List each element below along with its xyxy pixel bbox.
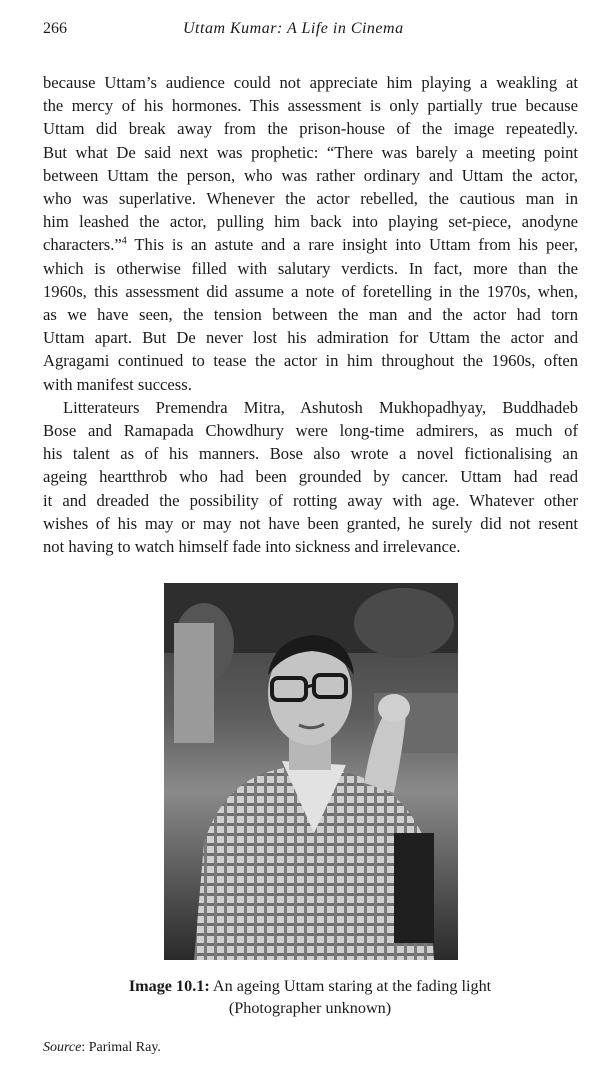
text-line: not having to watch himself fade into sickness and irrelevance. (43, 537, 461, 557)
caption-credit: (Photographer unknown) (228, 999, 392, 1017)
text-line: his talent as of his manners. Bose also wrote a novel fictionalising an (43, 444, 578, 464)
caption-text: An ageing Uttam staring at the fading light (209, 977, 492, 995)
text-line: Uttam did break away from the prison-house of the image repeatedly. (43, 119, 578, 139)
source-text: : Parimal Ray. (81, 1040, 161, 1055)
text-line: with manifest success. (43, 374, 192, 394)
text-line: because Uttam’s audience could not appreciate him playing a weakling at (43, 73, 578, 92)
page-number: 266 (43, 20, 67, 37)
text-line: Litterateurs Premendra Mitra, Ashutosh Mukhopadhyay, Buddhadeb (63, 397, 578, 417)
text-line: Bose and Ramapada Chowdhury were long-time admirers, as much of (43, 421, 578, 441)
text-line: him leashed the actor, pulling him back into playing set-piece, anodyne (43, 212, 578, 232)
source-label: Source (43, 1040, 82, 1055)
text-line: But what De said next was prophetic: “There was barely a meeting point (43, 142, 578, 162)
portrait-photo (164, 583, 458, 960)
text-line: 1960s, this assessment did assume a note of foretelling in the 1970s, when, (43, 281, 578, 301)
text-line: who was superlative. Whenever the actor rebelled, the cautious man in (43, 189, 578, 209)
text-line-with-footnote (43, 233, 578, 256)
body-text (43, 71, 578, 558)
caption-label: Image 10.1: (128, 977, 210, 995)
figure-caption (60, 975, 560, 1019)
text-line: ageing heartthrob who had been grounded by cancer. Uttam had read (43, 467, 578, 487)
text-line: as we have seen, the tension between the man and the actor had torn (43, 305, 578, 325)
text-line: Agragami continued to tease the actor in him throughout the 1960s, often (43, 351, 578, 371)
source-note (43, 1040, 161, 1056)
photograph (164, 583, 458, 960)
quote-end-text: characters.” (43, 235, 122, 255)
text-line-rest: This is an astute and a rare insight into Uttam from his peer, (126, 235, 578, 255)
text-line: wishes of his may or may not have been granted, he surely did not resent (43, 513, 578, 533)
text-line: which is otherwise filled with salutary verdicts. In fact, more than the (43, 258, 578, 278)
text-line: it and dreaded the possibility of rotting away with age. Whatever other (43, 490, 578, 510)
footnote-marker[interactable]: 4 (121, 235, 127, 247)
page-header (43, 20, 560, 44)
text-line: between Uttam the person, who was rather ordinary and Uttam the actor, (43, 165, 578, 185)
text-line: the mercy of his hormones. This assessment is only partially true because (43, 96, 578, 116)
running-head: Uttam Kumar: A Life in Cinema (183, 20, 404, 37)
text-line: Uttam apart. But De never lost his admiration for Uttam the actor and (43, 328, 578, 348)
